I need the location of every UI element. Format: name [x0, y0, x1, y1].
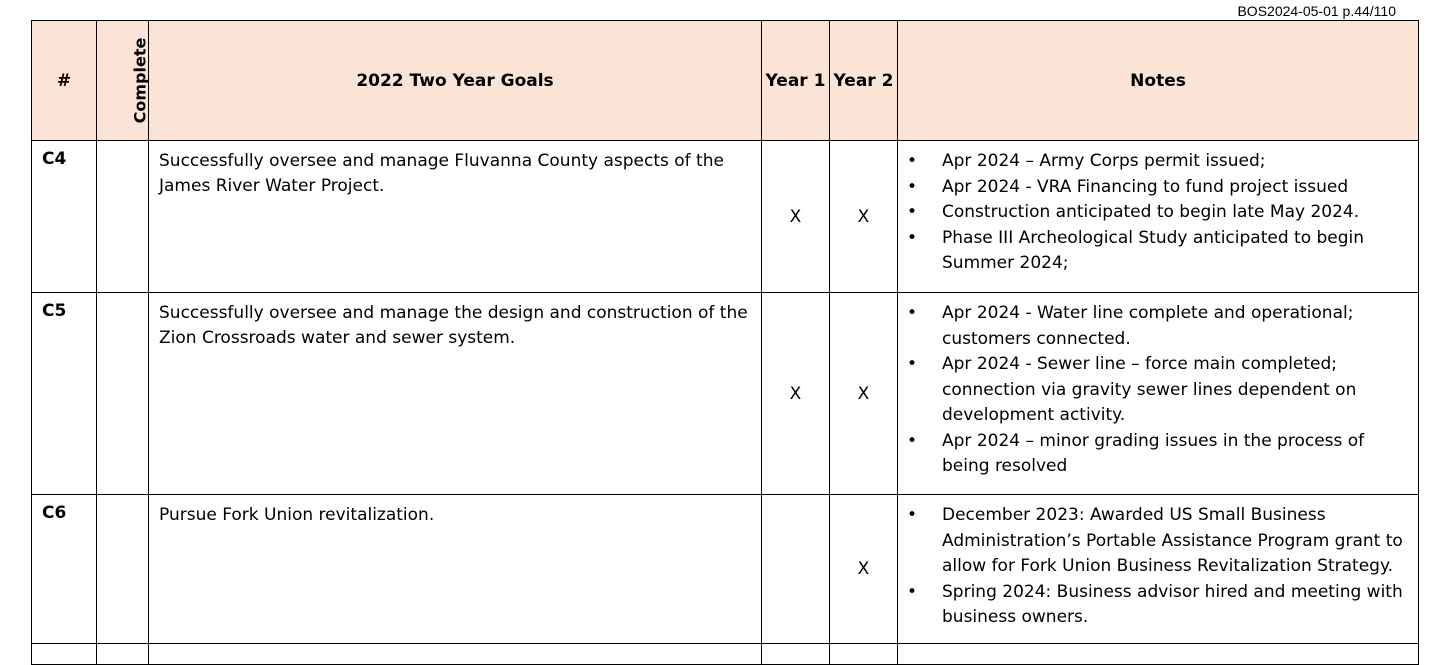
goal-id: C4	[32, 141, 97, 293]
notes-cell	[898, 141, 1419, 293]
complete-cell	[97, 141, 149, 293]
notes-list	[898, 141, 1418, 281]
goal-id: C6	[32, 495, 97, 644]
note-item: • Spring 2024: Business advisor hired and meeting with business owners.	[942, 580, 1410, 631]
empty-cell	[830, 644, 898, 665]
header-year1: Year 1	[762, 21, 830, 141]
empty-cell	[898, 644, 1419, 665]
table-row	[32, 495, 1419, 644]
note-item: • Construction anticipated to begin late May 2024.	[942, 200, 1410, 226]
note-item: • Apr 2024 – Army Corps permit issued;	[942, 149, 1410, 175]
complete-cell	[97, 293, 149, 495]
complete-cell	[97, 495, 149, 644]
year1-mark	[762, 495, 830, 644]
empty-cell	[149, 644, 762, 665]
year2-mark: X	[830, 141, 898, 293]
empty-cell	[97, 644, 149, 665]
note-item: • Apr 2024 - VRA Financing to fund project issued	[942, 175, 1410, 201]
page-reference: BOS2024-05-01 p.44/110	[1237, 3, 1396, 19]
note-item: • Apr 2024 – minor grading issues in the process of being resolved	[942, 429, 1410, 480]
goals-table	[31, 20, 1419, 665]
table-row-continued	[32, 644, 1419, 665]
goal-text: Pursue Fork Union revitalization.	[149, 495, 762, 644]
note-item: • Apr 2024 - Sewer line – force main completed; connection via gravity sewer lines dependent on development activity.	[942, 352, 1410, 429]
year2-mark: X	[830, 495, 898, 644]
header-year2: Year 2	[830, 21, 898, 141]
goal-text: Successfully oversee and manage the design and construction of the Zion Crossroads water and sewer system.	[149, 293, 762, 495]
header-num: #	[32, 21, 97, 141]
notes-list	[898, 293, 1418, 484]
year2-mark: X	[830, 293, 898, 495]
goal-text: Successfully oversee and manage Fluvanna County aspects of the James River Water Project.	[149, 141, 762, 293]
header-row	[32, 21, 1419, 141]
note-item: • Apr 2024 - Water line complete and operational; customers connected.	[942, 301, 1410, 352]
header-complete: Complete	[97, 21, 149, 141]
table-row	[32, 141, 1419, 293]
notes-cell	[898, 495, 1419, 644]
year1-mark: X	[762, 293, 830, 495]
table-row	[32, 293, 1419, 495]
empty-cell	[32, 644, 97, 665]
header-goal: 2022 Two Year Goals	[149, 21, 762, 141]
goal-id: C5	[32, 293, 97, 495]
notes-list	[898, 495, 1418, 635]
empty-cell	[762, 644, 830, 665]
year1-mark: X	[762, 141, 830, 293]
notes-cell	[898, 293, 1419, 495]
header-notes: Notes	[898, 21, 1419, 141]
note-item: • Phase III Archeological Study anticipated to begin Summer 2024;	[942, 226, 1410, 277]
note-item: • December 2023: Awarded US Small Business Administration’s Portable Assistance Program grant to allow for Fork Union Business Revitalization Strategy.	[942, 503, 1410, 580]
